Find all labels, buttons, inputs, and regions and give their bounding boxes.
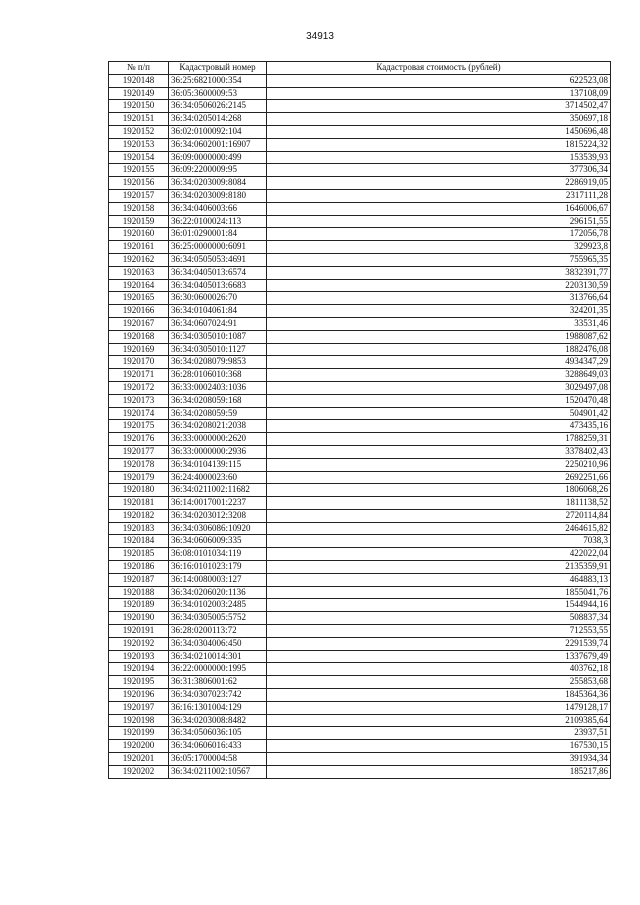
cadastral-number-cell: 36:25:6821000:354 [169,74,267,87]
table-row [109,381,611,394]
table-row [109,625,611,638]
cadastral-number-cell: 36:34:0405013:6683 [169,279,267,292]
table-row [109,164,611,177]
cadastral-number-cell: 36:34:0506026:2145 [169,100,267,113]
cadastral-value-cell: 313766,64 [267,292,611,305]
cadastral-value-cell: 2464615,82 [267,522,611,535]
cadastral-value-cell: 3378402,43 [267,445,611,458]
cadastral-number-cell: 36:34:0606016:433 [169,740,267,753]
table-row [109,701,611,714]
table-row [109,151,611,164]
table-row [109,407,611,420]
cadastral-number-cell: 36:14:0017001:2237 [169,497,267,510]
table-row [109,548,611,561]
row-number-cell: 1920185 [109,548,169,561]
row-number-cell: 1920202 [109,765,169,778]
row-number-cell: 1920149 [109,87,169,100]
cadastral-value-cell: 422022,04 [267,548,611,561]
row-number-cell: 1920200 [109,740,169,753]
cadastral-number-cell: 36:34:0305010:1087 [169,330,267,343]
table-row [109,394,611,407]
table-row [109,87,611,100]
row-number-cell: 1920159 [109,215,169,228]
cadastral-number-cell: 36:34:0203012:3208 [169,509,267,522]
table-row [109,228,611,241]
cadastral-number-cell: 36:34:0206020:1136 [169,586,267,599]
cadastral-value-cell: 473435,16 [267,420,611,433]
row-number-cell: 1920155 [109,164,169,177]
cadastral-number-cell: 36:34:0203009:8180 [169,189,267,202]
row-number-cell: 1920190 [109,612,169,625]
table-row [109,292,611,305]
table-row [109,420,611,433]
cadastral-value-cell: 1544944,16 [267,599,611,612]
cadastral-value-cell: 508837,34 [267,612,611,625]
cadastral-number-cell: 36:28:0106010:368 [169,369,267,382]
cadastral-value-cell: 7038,3 [267,535,611,548]
cadastral-number-cell: 36:34:0208079:9853 [169,356,267,369]
row-number-cell: 1920184 [109,535,169,548]
table-row [109,689,611,702]
cadastral-value-cell: 2286919,05 [267,177,611,190]
row-number-cell: 1920154 [109,151,169,164]
cadastral-number-cell: 36:34:0211002:11682 [169,484,267,497]
cadastral-value-cell: 350697,18 [267,113,611,126]
table-row [109,612,611,625]
cadastral-number-cell: 36:34:0208059:59 [169,407,267,420]
cadastral-value-cell: 3288649,03 [267,369,611,382]
cadastral-value-cell: 1337679,49 [267,650,611,663]
row-number-cell: 1920181 [109,497,169,510]
row-number-cell: 1920170 [109,356,169,369]
row-number-cell: 1920160 [109,228,169,241]
cadastral-number-cell: 36:34:0306086:10920 [169,522,267,535]
cadastral-value-cell: 255853,68 [267,676,611,689]
cadastral-value-cell: 1479128,17 [267,701,611,714]
table-row [109,215,611,228]
row-number-cell: 1920156 [109,177,169,190]
cadastral-value-cell: 1815224,32 [267,138,611,151]
cadastral-number-cell: 36:34:0104061:84 [169,305,267,318]
table-row [109,241,611,254]
row-number-cell: 1920162 [109,253,169,266]
table-row [109,317,611,330]
row-number-cell: 1920192 [109,637,169,650]
cadastral-value-cell: 2203130,59 [267,279,611,292]
cadastral-number-cell: 36:34:0208059:168 [169,394,267,407]
cadastral-number-cell: 36:24:4000023:60 [169,471,267,484]
table-row [109,177,611,190]
row-number-cell: 1920183 [109,522,169,535]
table-row [109,266,611,279]
table-row [109,279,611,292]
cadastral-value-cell: 33531,46 [267,317,611,330]
row-number-cell: 1920186 [109,561,169,574]
cadastral-value-cell: 504901,42 [267,407,611,420]
cadastral-number-cell: 36:08:0101034:119 [169,548,267,561]
cadastral-number-cell: 36:34:0305010:1127 [169,343,267,356]
table-row [109,599,611,612]
table-row [109,202,611,215]
cadastral-number-cell: 36:33:0000000:2936 [169,445,267,458]
row-number-cell: 1920173 [109,394,169,407]
cadastral-value-cell: 1520470,48 [267,394,611,407]
table-body [109,74,611,778]
row-number-cell: 1920177 [109,445,169,458]
cadastral-value-cell: 324201,35 [267,305,611,318]
table-row [109,343,611,356]
table-row [109,100,611,113]
header-cadastral-number: Кадастровый номер [169,62,267,75]
cadastral-value-cell: 3714502,47 [267,100,611,113]
table-row [109,305,611,318]
cadastral-number-cell: 36:16:1301004:129 [169,701,267,714]
table-row [109,138,611,151]
table-row [109,471,611,484]
cadastral-value-cell: 2317111,28 [267,189,611,202]
row-number-cell: 1920189 [109,599,169,612]
cadastral-number-cell: 36:25:0000000:6091 [169,241,267,254]
cadastral-number-cell: 36:05:1700004:58 [169,753,267,766]
table-row [109,740,611,753]
cadastral-value-cell: 1845364,36 [267,689,611,702]
table-row [109,253,611,266]
row-number-cell: 1920196 [109,689,169,702]
row-number-cell: 1920178 [109,458,169,471]
header-row-number: № п/п [109,62,169,75]
table-row [109,113,611,126]
row-number-cell: 1920195 [109,676,169,689]
table-row [109,561,611,574]
cadastral-value-cell: 2692251,66 [267,471,611,484]
table-row [109,663,611,676]
cadastral-value-cell: 1788259,31 [267,433,611,446]
table-row [109,573,611,586]
cadastral-number-cell: 36:34:0405013:6574 [169,266,267,279]
cadastral-value-cell: 1855041,76 [267,586,611,599]
cadastral-number-cell: 36:34:0602001:16907 [169,138,267,151]
cadastral-value-cell: 329923,8 [267,241,611,254]
cadastral-number-cell: 36:34:0607024:91 [169,317,267,330]
table-header-row [109,62,611,75]
cadastral-number-cell: 36:30:0600026:70 [169,292,267,305]
row-number-cell: 1920199 [109,727,169,740]
cadastral-number-cell: 36:01:0290001:84 [169,228,267,241]
table-row [109,484,611,497]
table-row [109,676,611,689]
cadastral-number-cell: 36:09:0000000:499 [169,151,267,164]
cadastral-number-cell: 36:16:0101023:179 [169,561,267,574]
cadastral-number-cell: 36:34:0205014:268 [169,113,267,126]
row-number-cell: 1920182 [109,509,169,522]
cadastral-value-cell: 153539,93 [267,151,611,164]
row-number-cell: 1920165 [109,292,169,305]
cadastral-number-cell: 36:14:0080003:127 [169,573,267,586]
table-row [109,586,611,599]
table-row [109,650,611,663]
row-number-cell: 1920148 [109,74,169,87]
table-row [109,753,611,766]
row-number-cell: 1920198 [109,714,169,727]
cadastral-number-cell: 36:34:0304006:450 [169,637,267,650]
cadastral-number-cell: 36:22:0000000:1995 [169,663,267,676]
table-row [109,509,611,522]
table-row [109,497,611,510]
cadastral-value-cell: 391934,34 [267,753,611,766]
row-number-cell: 1920172 [109,381,169,394]
row-number-cell: 1920180 [109,484,169,497]
cadastral-number-cell: 36:34:0102003:2485 [169,599,267,612]
table-row [109,433,611,446]
table-row [109,356,611,369]
row-number-cell: 1920197 [109,701,169,714]
cadastral-number-cell: 36:33:0002403:1036 [169,381,267,394]
row-number-cell: 1920174 [109,407,169,420]
row-number-cell: 1920188 [109,586,169,599]
cadastral-value-cell: 1646006,67 [267,202,611,215]
cadastral-number-cell: 36:33:0000000:2620 [169,433,267,446]
table-row [109,535,611,548]
cadastral-number-cell: 36:34:0203009:8084 [169,177,267,190]
cadastral-value-cell: 2250210,96 [267,458,611,471]
row-number-cell: 1920150 [109,100,169,113]
row-number-cell: 1920164 [109,279,169,292]
cadastral-number-cell: 36:34:0406003:66 [169,202,267,215]
table-row [109,637,611,650]
row-number-cell: 1920153 [109,138,169,151]
cadastral-value-cell: 464883,13 [267,573,611,586]
cadastral-value-cell: 2291539,74 [267,637,611,650]
cadastral-number-cell: 36:34:0307023:742 [169,689,267,702]
cadastral-value-cell: 185217,86 [267,765,611,778]
cadastral-value-cell: 1806068,26 [267,484,611,497]
row-number-cell: 1920152 [109,125,169,138]
row-number-cell: 1920176 [109,433,169,446]
cadastral-value-cell: 377306,34 [267,164,611,177]
table-row [109,714,611,727]
row-number-cell: 1920169 [109,343,169,356]
row-number-cell: 1920187 [109,573,169,586]
row-number-cell: 1920191 [109,625,169,638]
cadastral-value-cell: 4934347,29 [267,356,611,369]
table-row [109,189,611,202]
cadastral-value-cell: 23937,51 [267,727,611,740]
cadastral-number-cell: 36:02:0100092:104 [169,125,267,138]
row-number-cell: 1920175 [109,420,169,433]
cadastral-number-cell: 36:09:2200009:95 [169,164,267,177]
cadastral-number-cell: 36:05:3600009:53 [169,87,267,100]
cadastral-value-table [108,61,611,779]
cadastral-value-cell: 403762,18 [267,663,611,676]
cadastral-number-cell: 36:34:0505053:4691 [169,253,267,266]
row-number-cell: 1920151 [109,113,169,126]
row-number-cell: 1920157 [109,189,169,202]
cadastral-value-cell: 296151,55 [267,215,611,228]
cadastral-value-cell: 1882476,08 [267,343,611,356]
table-row [109,74,611,87]
cadastral-value-cell: 2109385,64 [267,714,611,727]
cadastral-number-cell: 36:34:0305005:5752 [169,612,267,625]
cadastral-value-cell: 3832391,77 [267,266,611,279]
row-number-cell: 1920201 [109,753,169,766]
table-row [109,727,611,740]
cadastral-value-cell: 1988087,62 [267,330,611,343]
cadastral-value-cell: 755965,35 [267,253,611,266]
row-number-cell: 1920158 [109,202,169,215]
cadastral-value-cell: 712553,55 [267,625,611,638]
row-number-cell: 1920194 [109,663,169,676]
cadastral-number-cell: 36:34:0203008:8482 [169,714,267,727]
cadastral-number-cell: 36:34:0210014:301 [169,650,267,663]
cadastral-number-cell: 36:34:0506036:105 [169,727,267,740]
table-row [109,369,611,382]
page-number: 34913 [306,31,334,42]
cadastral-number-cell: 36:34:0208021:2038 [169,420,267,433]
cadastral-value-cell: 1811138,52 [267,497,611,510]
table-row [109,445,611,458]
row-number-cell: 1920179 [109,471,169,484]
cadastral-number-cell: 36:34:0211002:10567 [169,765,267,778]
table-row [109,522,611,535]
row-number-cell: 1920171 [109,369,169,382]
table-row [109,330,611,343]
cadastral-number-cell: 36:31:3806001:62 [169,676,267,689]
cadastral-value-cell: 2135359,91 [267,561,611,574]
row-number-cell: 1920166 [109,305,169,318]
header-cadastral-value: Кадастровая стоимость (рублей) [267,62,611,75]
cadastral-number-cell: 36:22:0100024:113 [169,215,267,228]
cadastral-number-cell: 36:34:0104139:115 [169,458,267,471]
cadastral-value-cell: 137108,09 [267,87,611,100]
cadastral-value-cell: 622523,08 [267,74,611,87]
row-number-cell: 1920167 [109,317,169,330]
cadastral-value-cell: 167530,15 [267,740,611,753]
row-number-cell: 1920161 [109,241,169,254]
table-row [109,125,611,138]
table-row [109,765,611,778]
row-number-cell: 1920193 [109,650,169,663]
cadastral-value-cell: 1450696,48 [267,125,611,138]
cadastral-value-cell: 3029497,08 [267,381,611,394]
table-row [109,458,611,471]
cadastral-number-cell: 36:28:0200113:72 [169,625,267,638]
cadastral-number-cell: 36:34:0606009:335 [169,535,267,548]
row-number-cell: 1920168 [109,330,169,343]
row-number-cell: 1920163 [109,266,169,279]
cadastral-value-cell: 172056,78 [267,228,611,241]
cadastral-value-cell: 2720114,84 [267,509,611,522]
